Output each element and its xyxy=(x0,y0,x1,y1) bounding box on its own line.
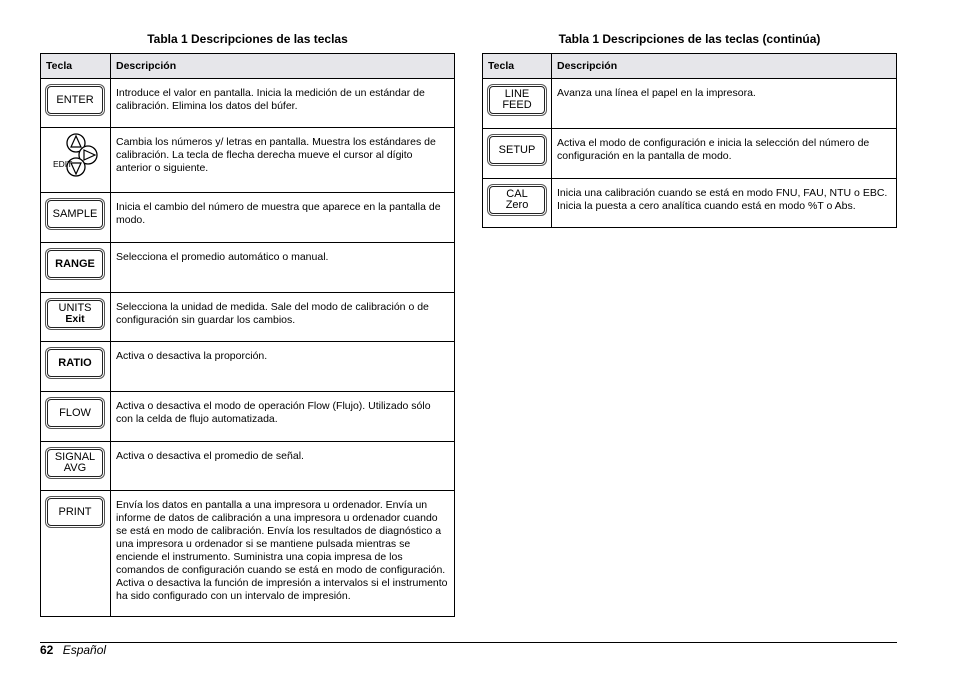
row-description: Selecciona el promedio automático o manual. xyxy=(116,251,329,263)
ratio-key-icon: RATIO xyxy=(47,349,103,377)
row-description: Avanza una línea el papel en la impresora. xyxy=(557,87,756,99)
table-row xyxy=(41,491,455,617)
table-row xyxy=(41,128,455,193)
table-row xyxy=(41,79,455,128)
flow-key-icon: FLOW xyxy=(47,399,103,427)
key-descriptions-table-continued xyxy=(482,53,897,228)
row-description: Activa el modo de configuración e inicia la selección del número de configuración en la pantalla de modo. xyxy=(557,137,870,162)
table-row xyxy=(41,193,455,243)
column-header-key: Tecla xyxy=(483,54,552,79)
table-row xyxy=(41,293,455,342)
table-row xyxy=(41,342,455,392)
row-description: Activa o desactiva el modo de operación Flow (Flujo). Utilizado sólo con la celda de flujo automatizada. xyxy=(116,400,431,425)
row-description: Cambia los números y/ letras en pantalla. Muestra los estándares de calibración. La tecla de flecha derecha mueve el cursor al dígito anterior o siguiente. xyxy=(116,136,436,174)
table-row xyxy=(483,179,897,228)
left-table-caption: Tabla 1 Descripciones de las teclas xyxy=(147,32,348,46)
key-descriptions-table xyxy=(40,53,455,617)
right-table-caption: Tabla 1 Descripciones de las teclas (continúa) xyxy=(558,32,821,46)
column-header-description: Descripción xyxy=(552,54,897,79)
units-exit-key-icon: UNITS Exit xyxy=(47,300,103,328)
line-feed-key-icon: LINE FEED xyxy=(489,86,545,114)
table-row xyxy=(41,442,455,491)
row-description: Activa o desactiva la proporción. xyxy=(116,350,268,362)
edit-key-label: EDIT xyxy=(53,159,73,169)
table-row xyxy=(483,129,897,179)
signal-avg-key-icon: SIGNAL AVG xyxy=(47,449,103,477)
setup-key-icon: SETUP xyxy=(489,136,545,164)
row-description: Inicia una calibración cuando se está en modo FNU, FAU, NTU o EBC. Inicia la puesta a cero analítica cuando está en modo %T o Abs. xyxy=(557,187,888,212)
row-description: Selecciona la unidad de medida. Sale del modo de calibración o de configuración sin guardar los cambios. xyxy=(116,301,429,326)
table-header-row xyxy=(41,54,455,79)
row-description: Inicia el cambio del número de muestra que aparece en la pantalla de modo. xyxy=(116,201,441,226)
table-row xyxy=(41,243,455,293)
column-header-key: Tecla xyxy=(41,54,111,79)
row-description: Envía los datos en pantalla a una impresora u ordenador. Envía un informe de datos de calibración a una impresora u ordenador cuando se está en modo de calibración. Envía los resultados de diagnóstico a una impresora u ordenador si se mantiene pulsada mientras se enciende el instrumento. Suministra una copia impresa de los comandos de configuración cuando se está en modo de configuración. Activa o desactiva la función de impresión a intervalos si el instrumento ha sido configurado con un intervalo de impresión. xyxy=(116,499,448,602)
column-header-description: Descripción xyxy=(111,54,455,79)
print-key-icon: PRINT xyxy=(47,498,103,526)
table-row xyxy=(41,392,455,442)
sample-key-icon: SAMPLE xyxy=(47,200,103,228)
table-header-row xyxy=(483,54,897,79)
row-description: Activa o desactiva el promedio de señal. xyxy=(116,450,304,462)
table-row xyxy=(483,79,897,129)
page-footer xyxy=(40,643,106,657)
footer-divider xyxy=(40,642,897,643)
cal-zero-key-icon: CAL Zero xyxy=(489,186,545,214)
edit-arrow-keys-icon xyxy=(45,132,105,188)
range-key-icon: RANGE xyxy=(47,250,103,278)
enter-key-icon: ENTER xyxy=(47,86,103,114)
footer-language: Español xyxy=(62,643,107,657)
page-number: 62 xyxy=(40,643,54,657)
row-description: Introduce el valor en pantalla. Inicia la medición de un estándar de calibración. Elimina los datos del búfer. xyxy=(116,87,425,112)
